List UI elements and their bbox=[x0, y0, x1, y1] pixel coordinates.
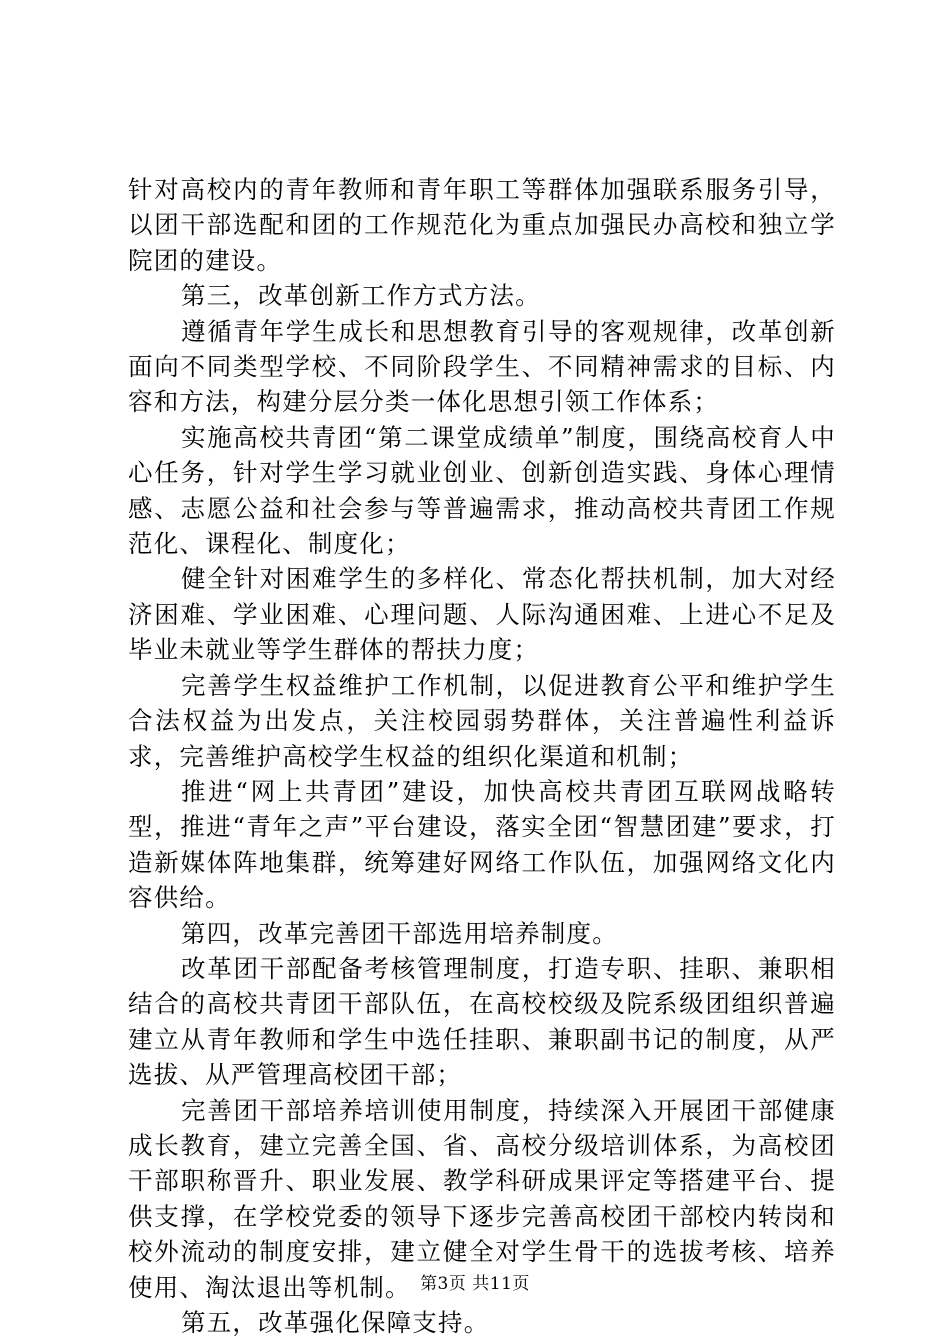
section-heading: 第三，改革创新工作方式方法。 bbox=[181, 281, 541, 311]
paragraph: 遵循青年学生成长和思想教育引导的客观规律，改革创新面向不同类型学校、不同阶段学生、不同精神需求的目标、内容和方法，构建分层分类一体化思想引领工作体系； bbox=[128, 316, 836, 417]
paragraph: 实施高校共青团“第二课堂成绩单”制度，围绕高校育人中心任务，针对学生学习就业创业、创新创造实践、身体心理情感、志愿公益和社会参与等普遍需求，推动高校共青团工作规范化、课程化、制度化； bbox=[128, 422, 836, 559]
page-footer bbox=[0, 1269, 950, 1294]
paragraph: 完善团干部培养培训使用制度，持续深入开展团干部健康成长教育，建立完善全国、省、高校分级培训体系，为高校团干部职称晋升、职业发展、教学科研成果评定等搭建平台、提供支撑，在学校党委的领导下逐步完善高校团干部校内转岗和校外流动的制度安排，建立健全对学生骨干的选拔考核、培养使用、淘汰退出等机制。 bbox=[128, 1095, 836, 1302]
document-body bbox=[128, 172, 836, 1340]
paragraph: 针对高校内的青年教师和青年职工等群体加强联系服务引导，以团干部选配和团的工作规范化为重点加强民办高校和独立学院团的建设。 bbox=[128, 175, 836, 275]
paragraph: 改革团干部配备考核管理制度，打造专职、挂职、兼职相结合的高校共青团干部队伍，在高校校级及院系级团组织普遍建立从青年教师和学生中选任挂职、兼职副书记的制度，从严选拔、从严管理高校团干部； bbox=[128, 953, 836, 1090]
paragraph: 完善学生权益维护工作机制，以促进教育公平和维护学生合法权益为出发点，关注校园弱势群体，关注普遍性利益诉求，完善维护高校学生权益的组织化渠道和机制； bbox=[128, 670, 836, 771]
paragraph: 推进“网上共青团”建设，加快高校共青团互联网战略转型，推进“青年之声”平台建设，落实全团“智慧团建”要求，打造新媒体阵地集群，统筹建好网络工作队伍，加强网络文化内容供给。 bbox=[128, 776, 836, 913]
section-heading: 第四，改革完善团干部选用培养制度。 bbox=[181, 918, 618, 948]
section-heading: 第五，改革强化保障支持。 bbox=[181, 1308, 490, 1337]
page-indicator: 第3页 共11页 bbox=[420, 1274, 530, 1294]
paragraph: 健全针对困难学生的多样化、常态化帮扶机制，加大对经济困难、学业困难、心理问题、人际沟通困难、上进心不足及毕业未就业等学生群体的帮扶力度； bbox=[128, 564, 836, 665]
